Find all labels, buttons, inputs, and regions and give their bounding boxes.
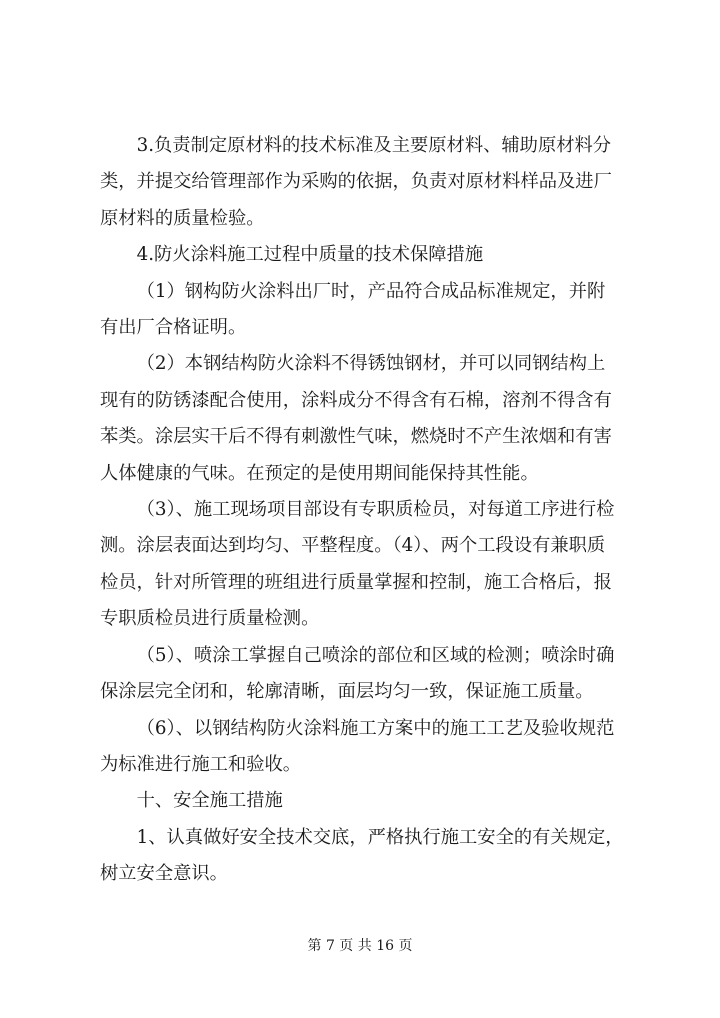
text-line: 为标准进行施工和验收。 — [100, 753, 302, 775]
paragraph-item-3-4 — [100, 492, 640, 638]
text-line: 类，并提交给管理部作为采购的依据，负责对原材料样品及进厂 — [100, 171, 612, 193]
text-line: 检员，针对所管理的班组进行质量掌握和控制，施工合格后，报 — [100, 571, 612, 593]
text-line: 人体健康的气味。在预定的是使用期间能保持其性能。 — [100, 462, 539, 484]
text-line: 3.负责制定原材料的技术标准及主要原材料、辅助原材料分 — [136, 135, 612, 156]
text-line: 测。涂层表面达到均匀、平整程度。（4）、两个工段设有兼职质 — [100, 535, 606, 557]
text-line: 苯类。涂层实干后不得有刺激性气味，燃烧时不产生浓烟和有害 — [100, 426, 612, 448]
text-line: （1）钢构防火涂料出厂时，产品符合成品标准规定，并附 — [136, 280, 606, 302]
paragraph-item-2 — [100, 346, 640, 492]
text-line: 专职质检员进行质量检测。 — [100, 608, 320, 630]
paragraph-heading-fireproof-coating — [100, 237, 640, 273]
text-line: 有出厂合格证明。 — [100, 317, 247, 339]
paragraph-raw-material-standards — [100, 128, 640, 237]
paragraph-safety-item-1 — [100, 820, 640, 893]
text-line: （2）本钢结构防火涂料不得锈蚀钢材，并可以同钢结构上 — [136, 353, 606, 375]
text-line: （6）、以钢结构防火涂料施工方案中的施工工艺及验收规范 — [136, 717, 615, 739]
text-line: 4.防火涂料施工过程中质量的技术保障措施 — [136, 244, 484, 266]
text-line: 1、认真做好安全技术交底，严格执行施工安全的有关规定， — [136, 826, 624, 848]
text-line: 原材料的质量检验。 — [100, 207, 265, 229]
page-number-footer: 第 7 页 共 16 页 — [307, 938, 413, 954]
text-line: 树立安全意识。 — [100, 863, 228, 885]
section-heading-safety-measures — [100, 783, 640, 819]
text-line: 十、安全施工措施 — [136, 790, 283, 812]
text-line: （3）、施工现场项目部设有专职质检员，对每道工序进行检 — [136, 499, 615, 521]
paragraph-item-5 — [100, 638, 640, 711]
paragraph-item-1 — [100, 274, 640, 347]
text-line: （5）、喷涂工掌握自己喷涂的部位和区域的检测；喷涂时确 — [136, 644, 615, 666]
document-body — [100, 128, 640, 893]
text-line: 保涂层完全闭和，轮廓清晰，面层均匀一致，保证施工质量。 — [100, 681, 594, 703]
paragraph-item-6 — [100, 711, 640, 784]
text-line: 现有的防锈漆配合使用，涂料成分不得含有石棉，溶剂不得含有 — [100, 389, 612, 411]
